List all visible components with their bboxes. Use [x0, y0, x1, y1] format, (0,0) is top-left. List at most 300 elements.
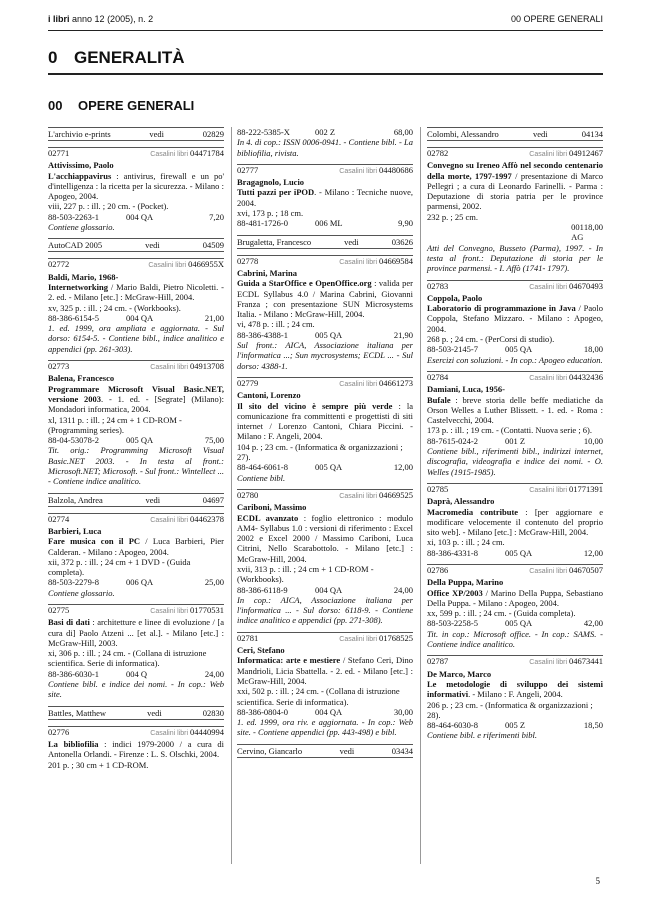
entry-id-line — [237, 256, 413, 268]
entry-id-line — [427, 565, 603, 577]
entry-title-block — [237, 655, 413, 686]
entry-number: 02785 — [427, 483, 449, 494]
entry-note: Contiene bibl., riferimenti bibl., indirizzi internet, discografia, videografia e indice dei nomi. - O. Welles (1915-1985). — [427, 446, 603, 477]
casalini-code: 04440994 — [190, 726, 224, 737]
entry-note: Contiene glossario. — [48, 222, 115, 233]
casalini-label: Casalini libri — [529, 567, 567, 575]
entry-number: 02787 — [427, 656, 449, 667]
price: 24,00 — [393, 584, 413, 595]
casalini-code: 04661273 — [379, 377, 413, 388]
casalini-code: 04669584 — [379, 255, 413, 266]
catalog-entry — [237, 164, 413, 229]
classification-code: 004 Q — [126, 668, 148, 679]
price-line — [427, 720, 603, 730]
classification-code: 005 QA — [126, 435, 154, 446]
casalini-ref — [529, 372, 603, 384]
entry-title-block — [48, 384, 224, 415]
see-also-word: vedi — [344, 236, 359, 247]
price: 42,00 — [583, 618, 603, 629]
entry-number: 02775 — [48, 604, 70, 615]
see-also-ref[interactable]: 02830 — [202, 707, 224, 718]
casalini-ref — [529, 484, 603, 496]
entry-id-line — [427, 148, 603, 160]
price-line — [237, 127, 413, 137]
see-also-ref[interactable]: 04697 — [202, 494, 224, 505]
entry-title-block — [237, 187, 413, 208]
classification-code: 006 ML — [315, 218, 343, 229]
header-journal: i libri anno 12 (2005), n. 2 — [48, 14, 154, 24]
casalini-ref — [339, 256, 413, 268]
casalini-ref — [150, 605, 224, 617]
isbn: 88-464-6030-8 — [427, 720, 478, 731]
entry-number: 02773 — [48, 361, 70, 372]
see-also-ref[interactable]: 03434 — [391, 745, 413, 756]
see-also-word: vedi — [147, 707, 162, 718]
entry-description: : valida per ECDL Syllabus 4.0 / Marina Cabrini, Giovanni Franza ; con presentazione SUN Microsystems Italia. - Milano : McGraw-Hill, 2004. — [237, 278, 413, 320]
entry-id-line — [427, 656, 603, 668]
price-line — [237, 585, 413, 595]
entry-author: Della Puppa, Marino — [427, 577, 504, 588]
entry-description: . - Milano : Tecniche nuove, 2004. — [237, 187, 413, 208]
column-2 — [237, 127, 413, 758]
classification-code: 004 QA — [315, 584, 343, 595]
entry-note: Contiene glossario. — [48, 587, 115, 598]
entry-number: 02783 — [427, 280, 449, 291]
casalini-label: Casalini libri — [339, 258, 377, 266]
price-line — [427, 344, 603, 354]
header-section: 00 OPERE GENERALI — [510, 14, 603, 24]
column-1 — [48, 127, 224, 770]
casalini-ref — [339, 165, 413, 177]
see-also-word: vedi — [145, 494, 161, 505]
entry-physical: 206 p. ; 23 cm. - (Informatica & organizzazioni ; 28). — [427, 699, 593, 720]
price-line — [48, 669, 224, 679]
price: 21,90 — [393, 329, 413, 340]
casalini-code: 04669525 — [379, 489, 413, 500]
entry-id-line — [48, 727, 224, 739]
entry-description: / Stefano Ceri, Dino Mandrioli, Licia Sbattella. - 2. ed. - Milano [etc.] : McGraw-Hill, 2004. — [237, 655, 414, 686]
entry-description: : breve storia delle beffe mediatiche da Orson Welles a Luther Blissett. - 1. ed. - Roma : Castelvecchi, 2004. — [427, 394, 603, 426]
casalini-label: Casalini libri — [339, 167, 377, 175]
entry-author: Barbieri, Luca — [48, 525, 102, 536]
entry-description: : [per aggiornare e modificare velocemente il contenuto del proprio sito web]. - Milano [etc.] : McGraw-Hill, 2004. — [427, 506, 603, 538]
entry-physical: 104 p. ; 23 cm. - (Informatica & organizzazioni ; 27). — [237, 441, 403, 463]
column-3 — [427, 127, 603, 741]
entry-physical: xvii, 313 p. : ill. ; 24 cm + 1 CD-ROM - (Workbooks). — [237, 563, 374, 585]
casalini-code: 04462378 — [190, 513, 224, 524]
casalini-ref — [150, 148, 224, 160]
entry-note: Contiene bibl. e riferimenti bibl. — [427, 730, 538, 741]
entry-note: 1. ed. 1999, ora ampliata e aggiornata. - Sul dorso: 6154-5. - Contiene bibl., indice analitico e appendici (pp. 261-303). — [48, 323, 224, 354]
isbn: 88-386-0804-0 — [237, 706, 288, 717]
entry-number: 02782 — [427, 148, 449, 158]
entry-id-line — [48, 514, 224, 526]
entry-note: Tit. in cop.: Microsoft office. - In cop.: SAMS. - Contiene indice analitico. — [427, 628, 603, 650]
entry-title-block — [427, 588, 603, 609]
entry-physical: xx, 599 p. : ill. ; 24 cm. - (Guida completa). — [427, 608, 576, 619]
casalini-label: Casalini libri — [529, 283, 567, 291]
classification-code: 005 QA — [505, 618, 533, 629]
entry-author: Cabrini, Marina — [237, 267, 297, 278]
price-line — [427, 436, 603, 446]
entry-title-block — [427, 507, 603, 538]
running-header — [48, 14, 603, 28]
entry-title: Il sito del vicino è sempre più verde — [237, 400, 393, 411]
isbn: 88-386-6118-9 — [237, 584, 288, 595]
classification-code: 004 QA — [126, 312, 154, 323]
price: 24,00 — [204, 668, 224, 679]
casalini-code: 01770531 — [190, 604, 224, 615]
entry-title: La bibliofilia — [48, 738, 99, 749]
entry-title: Tutti pazzi per iPOD — [237, 187, 315, 198]
price-line — [237, 330, 413, 340]
see-also-name: Battles, Matthew — [48, 707, 107, 718]
casalini-label: Casalini libri — [339, 635, 377, 643]
casalini-ref — [339, 378, 413, 390]
price-line — [427, 618, 603, 628]
casalini-ref — [339, 633, 413, 645]
isbn: 88-386-6154-5 — [48, 312, 99, 323]
entry-number: 02781 — [237, 632, 259, 643]
casalini-ref — [150, 361, 224, 373]
see-also-ref[interactable]: 02829 — [202, 129, 224, 139]
entry-title: Bufale — [427, 394, 451, 405]
casalini-ref — [529, 148, 603, 160]
entry-author: Damiani, Luca, 1956- — [427, 384, 505, 395]
entry-title-block — [237, 401, 413, 442]
isbn: 88-503-2263-1 — [48, 211, 99, 222]
price: 25,00 — [204, 577, 224, 588]
see-also-heading — [48, 127, 224, 141]
entry-description: . - Milano : F. Angeli, 2004. — [468, 689, 563, 700]
entry-number: 02776 — [48, 726, 70, 737]
classification-code: 004 QA — [315, 706, 343, 717]
price: 9,90 — [398, 218, 413, 229]
entry-physical: xl, 1311 p. : ill. ; 24 cm + 1 CD-ROM - (Programming series). — [48, 414, 182, 435]
casalini-label: Casalini libri — [339, 492, 377, 500]
see-also-ref[interactable]: 04509 — [202, 240, 224, 251]
isbn: 88-04-53078-2 — [48, 435, 99, 446]
catalog-entry — [237, 255, 413, 371]
column-divider — [420, 127, 421, 864]
see-also-word: vedi — [149, 129, 165, 139]
casalini-code: 01768525 — [379, 632, 413, 643]
entry-title: Le metodologie di sviluppo dei sistemi informativi — [427, 678, 603, 700]
see-also-heading — [48, 238, 224, 252]
entry-title: Informatica: arte e mestiere — [237, 655, 341, 666]
entry-author: Bragagnolo, Lucio — [237, 177, 305, 188]
casalini-ref — [529, 565, 603, 577]
entry-id-line — [48, 259, 224, 271]
entry-title: Fare musica con il PC — [48, 536, 141, 547]
see-also-heading — [237, 235, 413, 249]
entry-title-block — [237, 278, 413, 319]
casalini-label: Casalini libri — [150, 516, 188, 524]
price: 12,00 — [393, 462, 413, 473]
price-line — [237, 462, 413, 472]
catalog-entry — [48, 258, 224, 354]
catalog-entry — [48, 513, 224, 598]
entry-physical: 201 p. ; 30 cm + 1 CD-ROM. — [48, 759, 149, 770]
catalog-entry — [48, 147, 224, 232]
casalini-label: Casalini libri — [150, 364, 188, 372]
price: 68,00 — [393, 127, 413, 137]
entry-number: 02771 — [48, 148, 70, 158]
entry-description: / Paolo Coppola, Stefano Mizzaro. - Milano : Apogeo, 2004. — [427, 303, 603, 334]
price: 18,00 — [583, 344, 603, 355]
entry-title: Basi di dati — [48, 617, 90, 628]
see-also-ref[interactable]: 03626 — [391, 236, 413, 247]
price: 18,50 — [583, 720, 603, 731]
classification-code: 005 QA — [505, 344, 533, 355]
see-also-name: L'archivio e-prints — [48, 129, 111, 139]
entry-physical: xi, 103 p. : ill. ; 24 cm. — [427, 537, 505, 548]
see-also-name: Balzola, Andrea — [48, 494, 103, 505]
entry-author: Daprà, Alessandro — [427, 496, 495, 507]
entry-physical: xxi, 502 p. : ill. ; 24 cm. - (Collana di istruzione scientifica. Serie di informatica). — [237, 686, 400, 707]
entry-description: . - 1. ed. - [Segrate] (Milano): Mondadori informatica, 2004. — [48, 393, 224, 415]
entry-physical: xi, 306 p. : ill. ; 24 cm. - (Collana di istruzione scientifica. Serie di informatica). — [48, 648, 207, 669]
isbn: 88-7615-024-2 — [427, 435, 478, 446]
isbn: 88-503-2145-7 — [427, 344, 478, 355]
classification-code: 002 Z — [315, 127, 336, 137]
page-number: 5 — [595, 876, 600, 886]
entry-note: Contiene bibl. — [237, 472, 286, 483]
see-also-heading — [237, 744, 413, 758]
see-also-name: Cervino, Giancarlo — [237, 745, 303, 756]
entry-title: Macromedia contribute — [427, 506, 519, 517]
casalini-code: 04913708 — [190, 361, 224, 372]
section-title: 00 OPERE GENERALI — [48, 98, 195, 113]
entry-title: ECDL avanzato — [237, 512, 299, 523]
price-line — [48, 313, 224, 323]
entry-note: In 4. di cop.: ISSN 0006-0941. - Contiene bibl. - La bibliofilia, rivista. — [237, 137, 413, 158]
casalini-code: 01771391 — [569, 483, 603, 494]
entry-description: / presentazione di Marco Pellegri ; a cura di Leonardo Farinelli. - Parma : Deputazione di storia patria per le province parmensi, 2002. — [427, 170, 603, 212]
entry-note: Contiene bibl. e indice dei nomi. - In cop.: Web site. — [48, 679, 224, 700]
catalog-entry — [48, 604, 224, 700]
casalini-code: 04912467 — [569, 148, 603, 158]
catalog-entry — [237, 377, 413, 483]
isbn: 88-386-4388-1 — [237, 329, 288, 340]
entry-physical: 232 p. ; 25 cm. — [427, 211, 478, 222]
entry-note: In cop.: AICA, Associazione italiana per l'informatica ... - Sul dorso: 6118-9. - Contiene indice analitico e appendici (pp. 271-308). — [237, 594, 413, 626]
entry-author: Cariboni, Massimo — [237, 502, 307, 513]
see-also-heading — [48, 493, 224, 507]
classification-code: 005 QA — [505, 547, 533, 558]
price-line — [48, 577, 224, 587]
entry-number: 02784 — [427, 371, 449, 382]
price-line — [48, 212, 224, 222]
price: 75,00 — [204, 435, 224, 446]
see-also-word: vedi — [145, 240, 160, 251]
price: 12,00 — [583, 547, 603, 558]
isbn: 88-503-2279-8 — [48, 577, 99, 588]
entry-title-block — [237, 513, 413, 564]
classification-code: 004 QA — [126, 211, 154, 222]
casalini-ref — [150, 514, 224, 526]
entry-physical: 268 p. ; 24 cm. - (PerCorsi di studio). — [427, 334, 555, 345]
entry-id-line — [427, 281, 603, 293]
price-line — [427, 548, 603, 558]
entry-title: Office XP/2003 — [427, 587, 483, 598]
casalini-ref — [529, 281, 603, 293]
catalog-entry — [427, 147, 603, 274]
entry-physical: 173 p. : ill. ; 19 cm. - (Contatti. Nuova serie ; 6). — [427, 425, 593, 436]
casalini-label: Casalini libri — [150, 729, 188, 737]
entry-title: Laboratorio di programmazione in Java — [427, 303, 576, 314]
entry-author: Cantoni, Lorenzo — [237, 390, 301, 401]
price: 30,00 — [393, 706, 413, 717]
entry-description: : la comunicazione fra committenti e progettisti di siti internet / Lorenzo Cantoni, Chiara Piccini. - Milano : F. Angeli, 2004. — [237, 400, 414, 442]
entry-title-block — [48, 536, 224, 557]
entry-id-line — [237, 633, 413, 645]
entry-title-block — [427, 679, 603, 700]
title-rule — [48, 73, 603, 75]
entry-title: Programmare Microsoft Visual Basic.NET, versione 2003 — [48, 383, 224, 404]
entry-number: 02780 — [237, 489, 259, 500]
classification-code: 001 AG — [571, 222, 584, 243]
entry-title-block — [427, 395, 603, 426]
entry-description: : architetture e linee di evoluzione / [a cura di] Paolo Atzeni ... [et al.]. - Milano [etc.] : McGraw-Hill, 2003. — [48, 617, 224, 648]
entry-author: Coppola, Paolo — [427, 292, 483, 303]
entry-number: 02778 — [237, 255, 259, 266]
see-also-heading — [427, 127, 603, 141]
casalini-ref — [150, 727, 224, 739]
entry-id-line — [427, 372, 603, 384]
entry-id-line — [237, 490, 413, 502]
casalini-code: 04480686 — [379, 164, 413, 175]
entry-author: Balena, Francesco — [48, 373, 115, 384]
entry-id-line — [237, 378, 413, 390]
price: 7,20 — [209, 211, 224, 222]
isbn: 88-386-4331-8 — [427, 547, 478, 558]
entry-description: : indici 1979-2000 / a cura di Antonella Orlandi. - Firenze : L. S. Olschki, 2004. — [48, 738, 225, 760]
entry-title: Internetworking — [48, 281, 108, 292]
classification-code: 005 Z — [505, 720, 526, 731]
price-line — [427, 222, 603, 243]
entry-note: 1. ed. 1999, ora riv. e aggiornata. - In cop.: Web site. - Contiene appendici (pp. 443-498) e bibl. — [237, 717, 413, 738]
entry-title: Convegno su Ireneo Affò nel secondo centenario della morte, 1797-1997 — [427, 160, 603, 181]
see-also-word: vedi — [339, 745, 355, 756]
see-also-ref[interactable]: 04134 — [581, 129, 603, 139]
entry-number: 02777 — [237, 164, 259, 175]
entry-title-block — [48, 617, 224, 648]
entry-number: 02779 — [237, 377, 259, 388]
entry-description: / Luca Barbieri, Pier Calderan. - Milano : Apogeo, 2004. — [48, 536, 224, 557]
entry-description: / Marino Della Puppa, Sebastiano Della Puppa. - Milano : Apogeo, 2004. — [427, 587, 603, 608]
entry-note: Esercizi con soluzioni. - In cop.: Apogeo education. — [427, 354, 603, 365]
page-title: 0 GENERALITÀ — [48, 48, 185, 67]
price-line — [48, 435, 224, 445]
casalini-code: 04471784 — [190, 148, 224, 158]
entry-id-line — [48, 361, 224, 373]
classification-code: 005 QA — [315, 462, 343, 473]
entry-id-line — [48, 148, 224, 160]
casalini-label: Casalini libri — [150, 607, 188, 615]
entry-id-line — [237, 165, 413, 177]
entry-physical: viii, 227 p. : ill. ; 20 cm. - (Pocket). — [48, 201, 169, 212]
entry-author: De Marco, Marco — [427, 668, 492, 679]
entry-description: : antivirus, firewall e un po' d'intelligenza : la ricetta per la sicurezza. - Milano : Apogeo, 2004. — [48, 170, 224, 202]
casalini-label: Casalini libri — [529, 151, 567, 158]
entry-description: : foglio elettronico : modulo AM4- Syllabus 1.0 : versioni di riferimento : Excel 2002 e Excel 2000 / Massimo Cariboni, Luca Citrini, Nello Scarabottolo. - Milano [etc.] : McGraw-Hill, 2004. — [237, 512, 413, 564]
classification-code: 005 QA — [315, 329, 343, 340]
entry-author: Baldi, Mario, 1968- — [48, 271, 119, 282]
catalog-entry — [427, 483, 603, 558]
casalini-label: Casalini libri — [529, 659, 567, 667]
entry-title-block — [427, 160, 603, 211]
catalog-entry — [427, 371, 603, 477]
catalog-entry — [237, 489, 413, 626]
casalini-label: Casalini libri — [529, 486, 567, 494]
isbn: 88-386-6030-1 — [48, 668, 99, 679]
price-line — [237, 218, 413, 228]
entry-physical: xv, 325 p. : ill. ; 24 cm. - (Workbooks). — [48, 302, 181, 313]
casalini-code: 04673441 — [569, 656, 603, 667]
see-also-name: AutoCAD 2005 — [48, 240, 103, 251]
classification-code: 001 Z — [505, 435, 526, 446]
entry-description: / Mario Baldi, Pietro Nicoletti. - 2. ed. - Milano [etc.] : McGraw-Hill, 2004. — [48, 281, 224, 303]
entry-title: Guida a StarOffice e OpenOffice.org — [237, 278, 372, 289]
entry-note: Sul front.: AICA, Associazione italiana per l'informatica ...; Sun mycrosystems; ECDL ... - Sul dorso: 4388-1. — [237, 340, 413, 371]
entry-title-block — [48, 282, 224, 303]
catalog-entry — [48, 360, 224, 487]
entry-note: Atti del Convegno, Busseto (Parma), 1997. - In testa al front.: Deputazione di storia per le province parmensi. - I. Affò (1741- 1797). — [427, 242, 603, 274]
isbn: 88-464-6061-8 — [237, 462, 288, 473]
entry-physical: xvi, 173 p. ; 18 cm. — [237, 208, 304, 219]
isbn: 88-503-2258-5 — [427, 618, 478, 629]
entry-title-block — [427, 303, 603, 334]
see-also-name: Brugaletta, Francesco — [237, 236, 312, 247]
catalog-entry — [427, 280, 603, 365]
casalini-label: Casalini libri — [339, 380, 377, 388]
price: 10,00 — [583, 435, 603, 446]
casalini-code: 04432436 — [569, 371, 603, 382]
catalog-entry — [427, 655, 603, 740]
casalini-label: Casalini libri — [529, 374, 567, 382]
see-also-heading — [48, 706, 224, 720]
entry-title: L'acchiappavirus — [48, 170, 112, 181]
entry-number: 02774 — [48, 513, 70, 524]
entry-number: 02786 — [427, 564, 449, 575]
price: 21,00 — [204, 312, 224, 323]
entry-author: Attivissimo, Paolo — [48, 160, 114, 171]
price: 18,00 — [583, 222, 603, 233]
isbn: 88-222-5385-X — [237, 127, 290, 137]
casalini-code: 04670507 — [569, 564, 603, 575]
isbn — [427, 222, 493, 243]
isbn: 88-481-1726-0 — [237, 218, 288, 229]
casalini-label: Casalini libri — [150, 151, 188, 158]
casalini-label: Casalini libri — [148, 262, 187, 270]
catalog-entry — [237, 632, 413, 738]
entry-title-block — [48, 171, 224, 202]
casalini-ref — [339, 490, 413, 502]
entry-number: 02772 — [48, 259, 70, 270]
casalini-code: 04670493 — [569, 280, 603, 291]
entry-author: Ceri, Stefano — [237, 645, 285, 656]
see-also-word: vedi — [532, 129, 548, 139]
casalini-code: 0466955X — [188, 259, 224, 270]
header-rule — [48, 30, 603, 31]
entry-note: Tit. orig.: Programming Microsoft Visual Basic.NET 2003. - In testa al front.: Microsoft.NET; Microsoft. - Sul front.: Wintellect ... - Contiene indice analitico. — [48, 445, 224, 487]
entry-id-line — [48, 605, 224, 617]
entry-title-block — [48, 739, 224, 760]
classification-code: 006 QA — [126, 577, 154, 588]
casalini-ref — [529, 656, 603, 668]
entry-id-line — [427, 484, 603, 496]
